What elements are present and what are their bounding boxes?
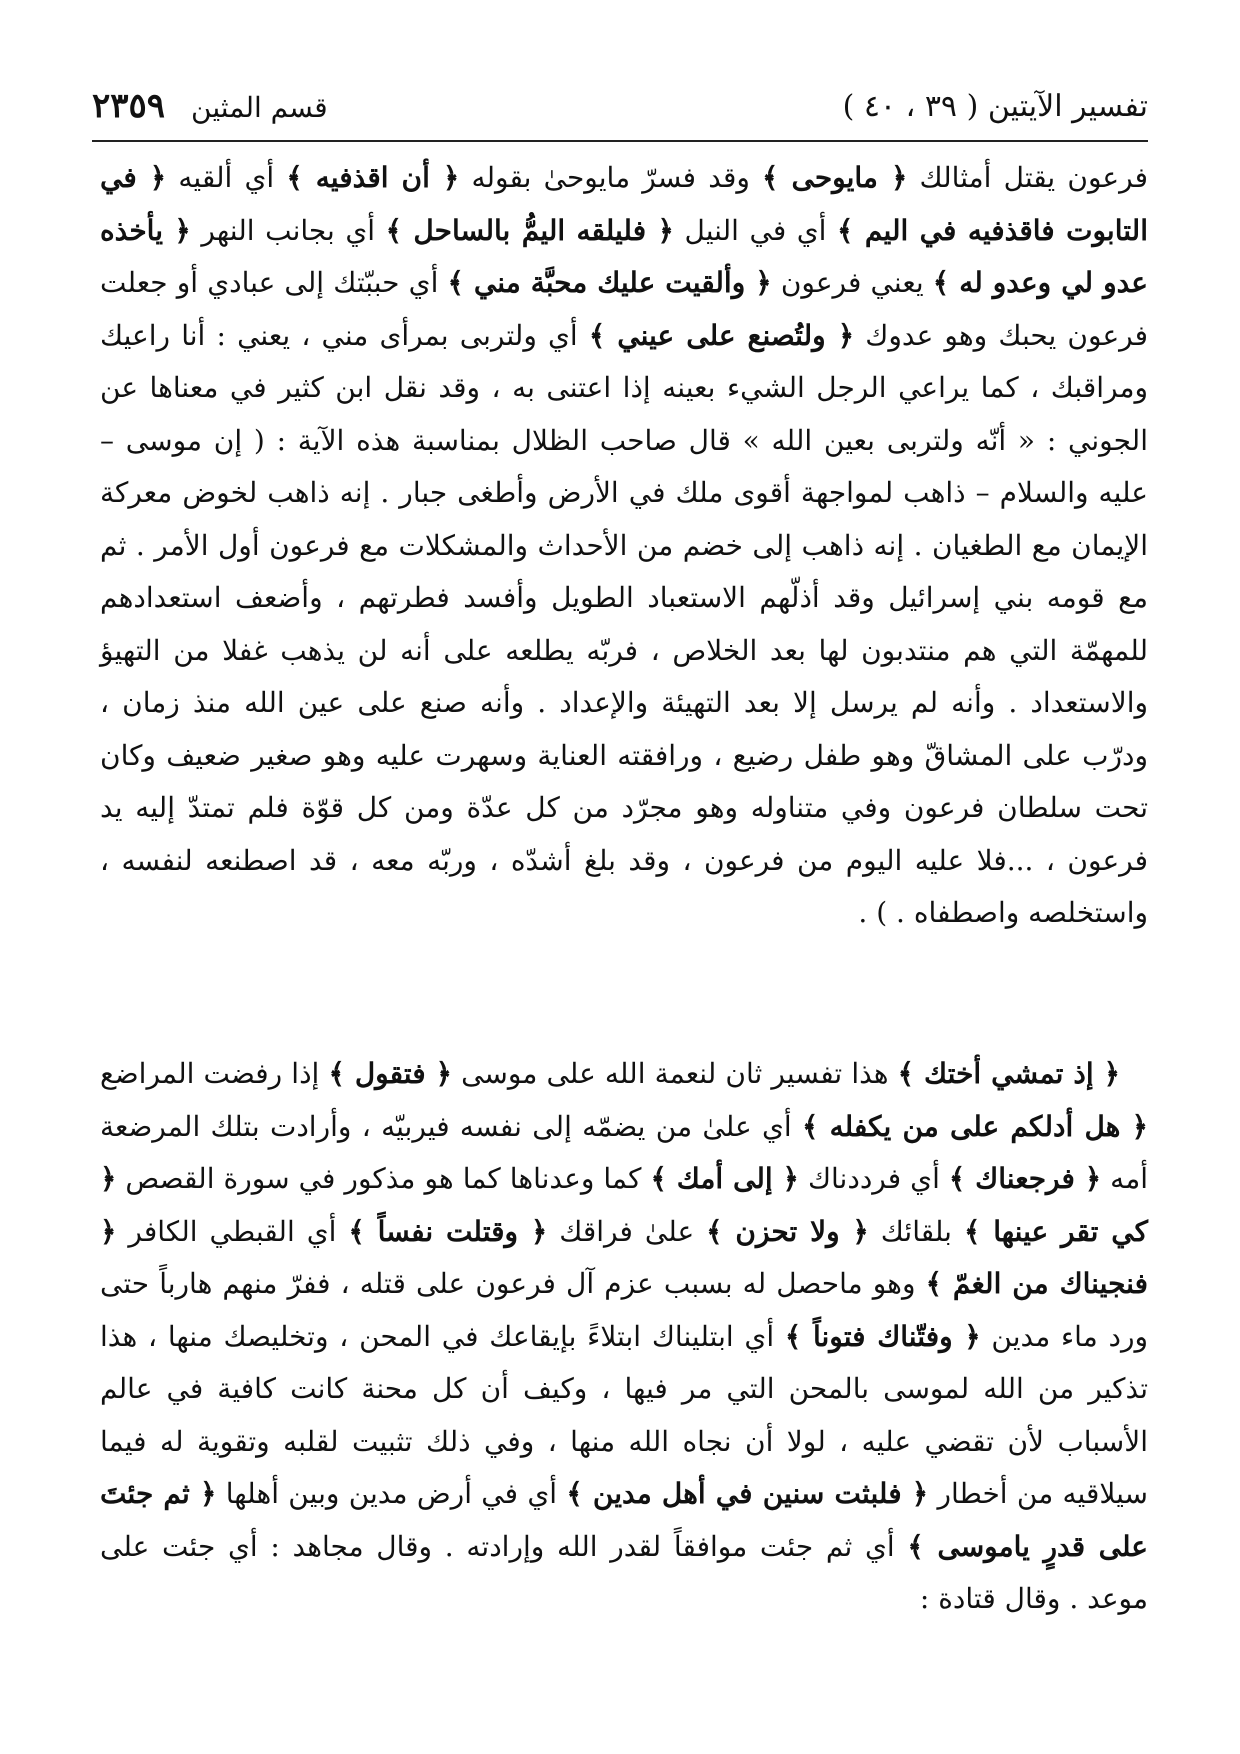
commentary-text: أي ولتربى بمرأى مني ، يعني : أنا راعيك ومراقبك ، كما يراعي الرجل الشيء بعينه إذا اعتنى به ، وقد نقل ابن كثير في معناها عن الجوني : « أنّه ولتربى بعين الله » قال صاحب الظلال بمناسبة هذه الآية : ( إن موسى – عليه والسلام – ذاهب لمواجهة أقوى ملك في الأرض وأطغى جبار . إنه ذاهب لخوض معركة الإيمان مع الطغيان . إنه ذاهب إلى خضم من الأحداث والمشكلات مع فرعون أول الأمر . ثم مع قومه بني إسرائيل وقد أذلّهم الاستعباد الطويل وأفسد فطرتهم ، وأضعف استعدادهم للمهمّة التي هم منتدبون لها بعد الخلاص ، فربّه يطلعه على أنه لن يذهب غفلا من التهيؤ والاستعداد . وأنه لم يرسل إلا بعد التهيئة والإعداد . وأنه صنع على عين الله منذ زمان ، ودرّب على المشاقّ وهو طفل رضيع ، ورافقته العناية وسهرت عليه وهو صغير ضعيف وكان تحت سلطان فرعون وفي متناوله وهو مجرّد من كل عدّة ومن كل قوّة فلم تمتدّ إليه يد فرعون ، ...فلا عليه اليوم من فرعون ، وقد بلغ أشدّه ، وربّه معه ، قد اصطنعه لنفسه ، واستخلصه واصطفاه . ) .	[100, 318, 1148, 929]
commentary-text: فرعون يقتل أمثالك	[907, 161, 1148, 194]
quran-quote: ﴿ وألقيت عليك محبَّة مني ﴾	[447, 266, 772, 299]
quran-quote: ﴿ فتقول ﴾	[328, 1057, 452, 1090]
quran-quote: ﴿ ولا تحزن ﴾	[706, 1214, 869, 1248]
quran-quote: ﴿ مايوحى ﴾	[762, 161, 908, 194]
commentary-text: أي ألقيه	[166, 161, 287, 194]
commentary-text: وهو ماحصل له بسبب عزم آل فرعون على قتله ، ففرّ منهم هارباً حتى ورد ماء مدين	[100, 1267, 1149, 1353]
quran-quote: ﴿ فنجيناك من الغمّ ﴾	[100, 1214, 1148, 1300]
quran-quote: ﴿ فليلقه اليمُّ بالساحل ﴾	[385, 213, 674, 247]
commentary-text: علىٰ فراقك	[547, 1214, 707, 1248]
commentary-text: أي فرددناك	[798, 1162, 949, 1195]
commentary-text: وقد فسرّ مايوحىٰ بقوله	[459, 161, 763, 194]
header-divider	[92, 140, 1148, 142]
quran-quote: ﴿ هل أدلكم على من يكفله ﴾	[802, 1109, 1149, 1143]
quran-quote: ﴿ في التابوت فاقذفيه في اليم ﴾	[100, 161, 1148, 247]
quran-quote: ﴿ ثم جئتَ على قدرٍ ياموسى ﴾	[100, 1477, 1148, 1563]
commentary-text: أي ثم جئت موافقاً لقدر الله وإرادته . وقال مجاهد : أي جئت على موعد . وقال قتادة :	[100, 1529, 1148, 1615]
quran-quote: ﴿ يأخذه عدو لي وعدو له ﴾	[100, 213, 1149, 299]
quran-quote: ﴿ كي تقر عينها ﴾	[100, 1162, 1148, 1248]
paragraph-text	[100, 152, 1148, 940]
paragraph-2	[100, 1048, 1148, 1626]
paragraph-1	[100, 152, 1148, 940]
section-title: تفسير الآيتين ( ٣٩ ، ٤٠ )	[842, 88, 1148, 124]
commentary-text: أي ابتليناك ابتلاءً بإيقاعك في المحن ، وتخليصك منها ، هذا تذكير من الله لموسى بالمحن التي مر فيها ، وكيف أن كل محنة كانت كافية في عالم الأسباب لأن تقضي عليه ، لولا أن نجاه الله منها ، وفي ذلك تثبيت لقلبه وتقوية له فيما سيلاقيه من أخطار	[100, 1319, 1148, 1510]
commentary-text: أي بجانب النهر	[190, 213, 386, 247]
commentary-text: كما وعدناها كما هو مذكور في سورة القصص	[116, 1162, 651, 1195]
paragraph-text	[100, 1048, 1148, 1626]
quran-quote: ﴿ إلى أمك ﴾	[650, 1162, 799, 1195]
page-header	[92, 78, 1148, 134]
commentary-text: إذا رفضت المراضع	[100, 1057, 329, 1090]
quran-quote: ﴿ فرجعناك ﴾	[948, 1162, 1102, 1195]
page-number: ٢٣٥٩	[92, 86, 166, 126]
quran-quote: ﴿ أن اقذفيه ﴾	[286, 161, 460, 194]
commentary-text: أي علىٰ من يضمّه إلى نفسه فيربيّه ، وأرادت بتلك المرضعة أمه	[100, 1109, 1148, 1195]
commentary-text: أي في النيل	[673, 213, 838, 247]
commentary-text: أي القبطي الكافر	[116, 1214, 349, 1248]
commentary-text: يعني فرعون	[771, 266, 933, 299]
commentary-text: أي في أرض مدين وبين أهلها	[216, 1477, 567, 1510]
quran-quote: ﴿ وفتّناك فتوناً ﴾	[784, 1319, 981, 1353]
commentary-text: بلقائك	[868, 1214, 964, 1248]
commentary-text: أي حببّتك إلى عبادي أو جعلت فرعون يحبك وهو عدوك	[100, 266, 1148, 352]
book-title: قسم المثين	[191, 91, 328, 124]
quran-quote: ﴿ ولتُصنع على عيني ﴾	[588, 318, 855, 352]
quran-quote: ﴿ إذ تمشي أختك ﴾	[897, 1057, 1120, 1090]
quran-quote: ﴿ فلبثت سنين في أهل مدين ﴾	[566, 1477, 929, 1510]
header-book-info	[92, 86, 328, 126]
commentary-text: هذا تفسير ثان لنعمة الله على موسى	[451, 1057, 898, 1090]
quran-quote: ﴿ وقتلت نفساً ﴾	[348, 1214, 548, 1248]
